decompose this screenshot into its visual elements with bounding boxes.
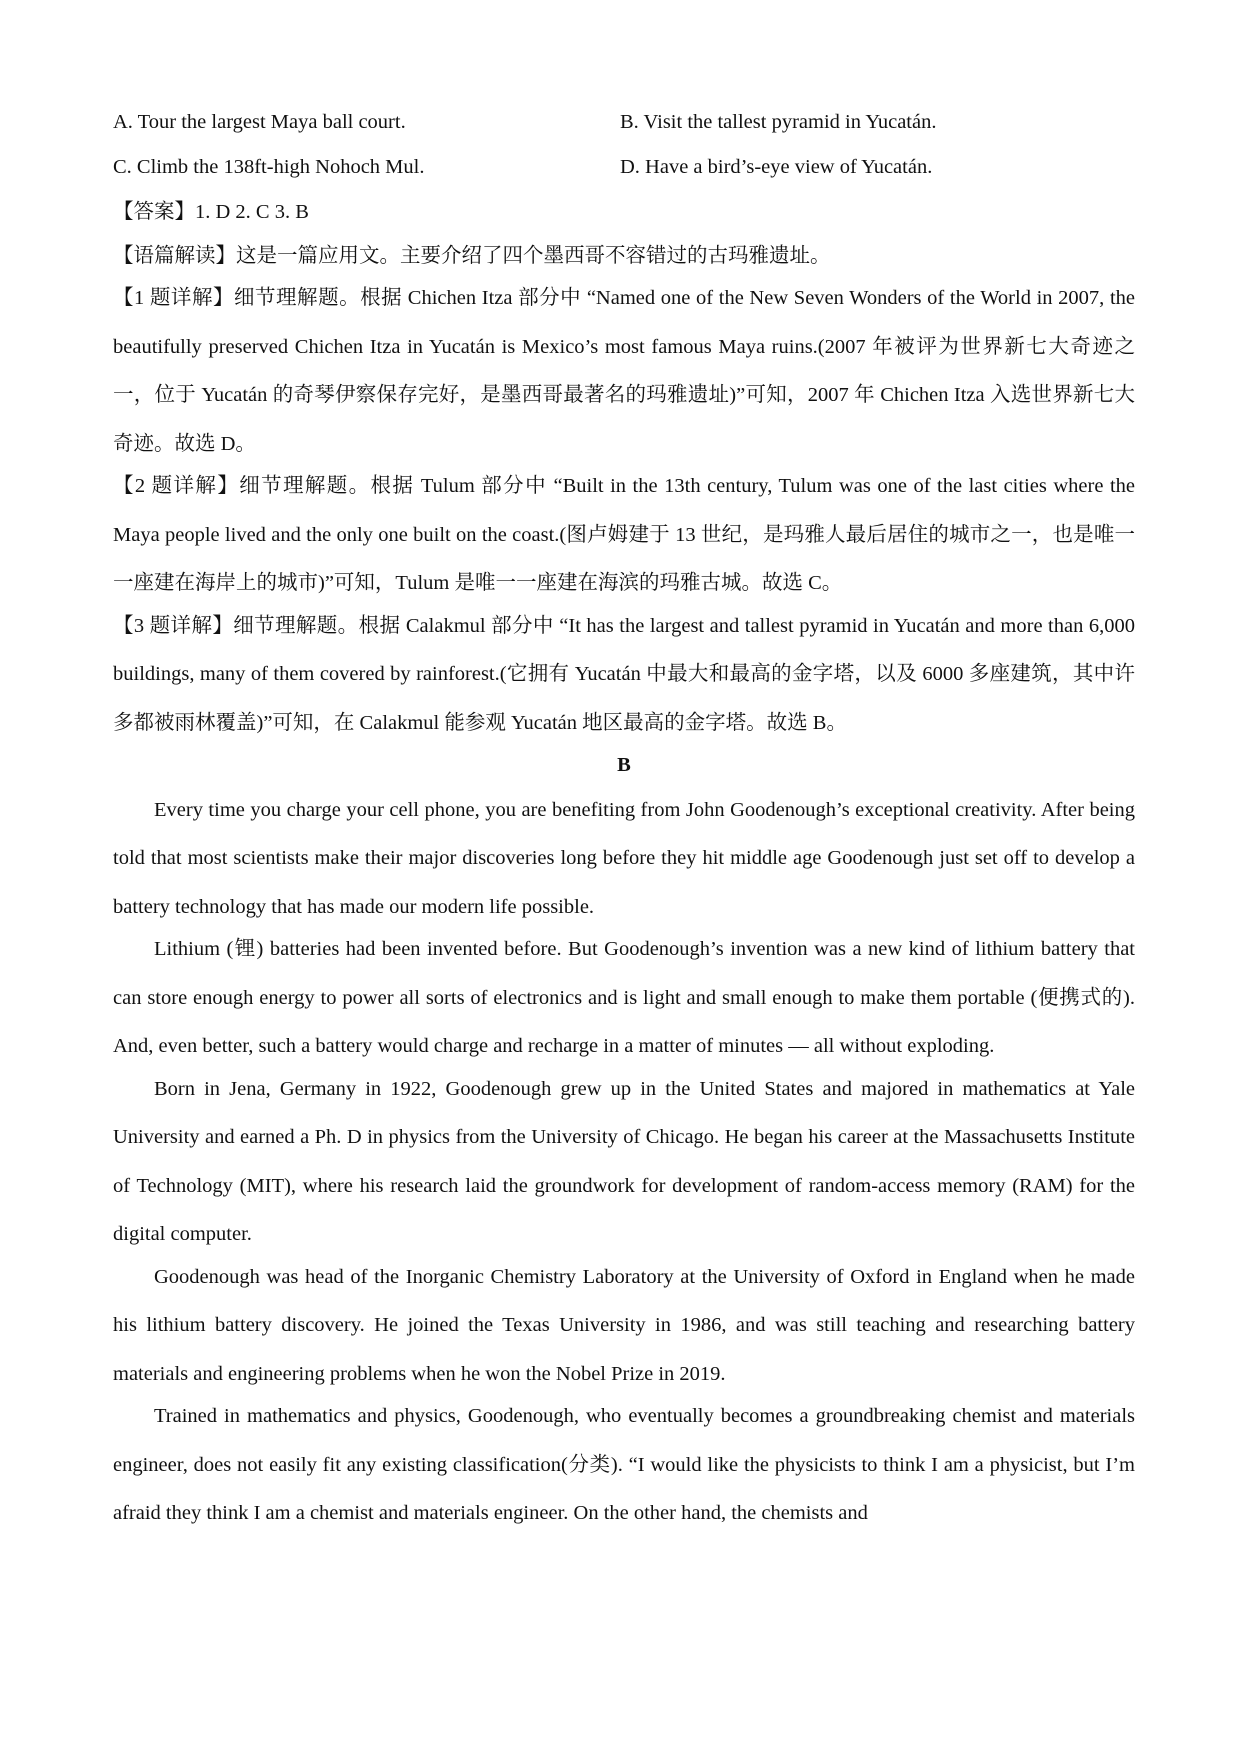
option-c: C. Climb the 138ft-high Nohoch Mul. — [113, 156, 425, 178]
passage-paragraph-4: Goodenough was head of the Inorganic Chemistry Laboratory at the University of Oxford in England when he made his lithium battery discovery. He joined the Texas University in 1986, and was still teaching and researching battery materials and engineering problems when he won the Nobel Prize in 2019. — [113, 1265, 1135, 1385]
question-3-explanation: 【3 题详解】细节理解题。根据 Calakmul 部分中 “It has the largest and tallest pyramid in Yucatán and more than 6,000 buildings, many of them covered by rainforest.(它拥有 Yucatán 中最大和最高的金字塔，以及 6000 多座建筑，其中许多都被雨林覆盖)”可知，在 Calakmul 能参观 Yucatán 地区最高的金字塔。故选 B。 — [113, 614, 1135, 734]
option-a: A. Tour the largest Maya ball court. — [113, 111, 406, 133]
answer-line: 【答案】1. D 2. C 3. B — [113, 201, 309, 223]
question-1-explanation: 【1 题详解】细节理解题。根据 Chichen Itza 部分中 “Named one of the New Seven Wonders of the World in 2007, the beautifully preserved Chichen Itza in Yucatán is Mexico’s most famous Maya ruins.(2007 年被评为世界新七大奇迹之一，位于 Yucatán 的奇琴伊察保存完好，是墨西哥最著名的玛雅遗址)”可知，2007 年 Chichen Itza 入选世界新七大奇迹。故选 D。 — [113, 287, 1135, 455]
options-row-ab — [113, 100, 1135, 145]
options-row-cd — [113, 145, 1135, 190]
passage-paragraph-3: Born in Jena, Germany in 1922, Goodenough grew up in the United States and majored in mathematics at Yale University and earned a Ph. D in physics from the University of Chicago. He began his career at the Massachusetts Institute of Technology (MIT), where his research laid the groundwork for development of random-access memory (RAM) for the digital computer. — [113, 1077, 1135, 1245]
passage-paragraph-5: Trained in mathematics and physics, Goodenough, who eventually becomes a groundbreaking chemist and materials engineer, does not easily fit any existing classification(分类). “I would like the physicists to think I am a physicist, but I’m afraid they think I am a chemist and materials engineer. On the other hand, the chemists and — [113, 1405, 1135, 1524]
section-title: B — [617, 754, 631, 776]
document-content — [113, 100, 1135, 1538]
option-b: B. Visit the tallest pyramid in Yucatán. — [620, 111, 937, 133]
question-2-explanation: 【2 题详解】细节理解题。根据 Tulum 部分中 “Built in the 13th century, Tulum was one of the last cities where the Maya people lived and the only one built on the coast.(图卢姆建于 13 世纪，是玛雅人最后居住的城市之一，也是唯一一座建在海岸上的城市)”可知，Tulum 是唯一一座建在海滨的玛雅古城。故选 C。 — [113, 475, 1135, 594]
passage-paragraph-2: Lithium (锂) batteries had been invented before. But Goodenough’s invention was a new kind of lithium battery that can store enough energy to power all sorts of electronics and is light and small enough to make them portable (便携式的). And, even better, such a battery would charge and recharge in a matter of minutes — all without exploding. — [113, 938, 1135, 1057]
reading-summary: 【语篇解读】这是一篇应用文。主要介绍了四个墨西哥不容错过的古玛雅遗址。 — [113, 244, 831, 267]
passage-paragraph-1: Every time you charge your cell phone, you are benefiting from John Goodenough’s exceptional creativity. After being told that most scientists make their major discoveries long before they hit middle age Goodenough just set off to develop a battery technology that has made our modern life possible. — [113, 798, 1135, 918]
option-d: D. Have a bird’s-eye view of Yucatán. — [620, 156, 933, 178]
